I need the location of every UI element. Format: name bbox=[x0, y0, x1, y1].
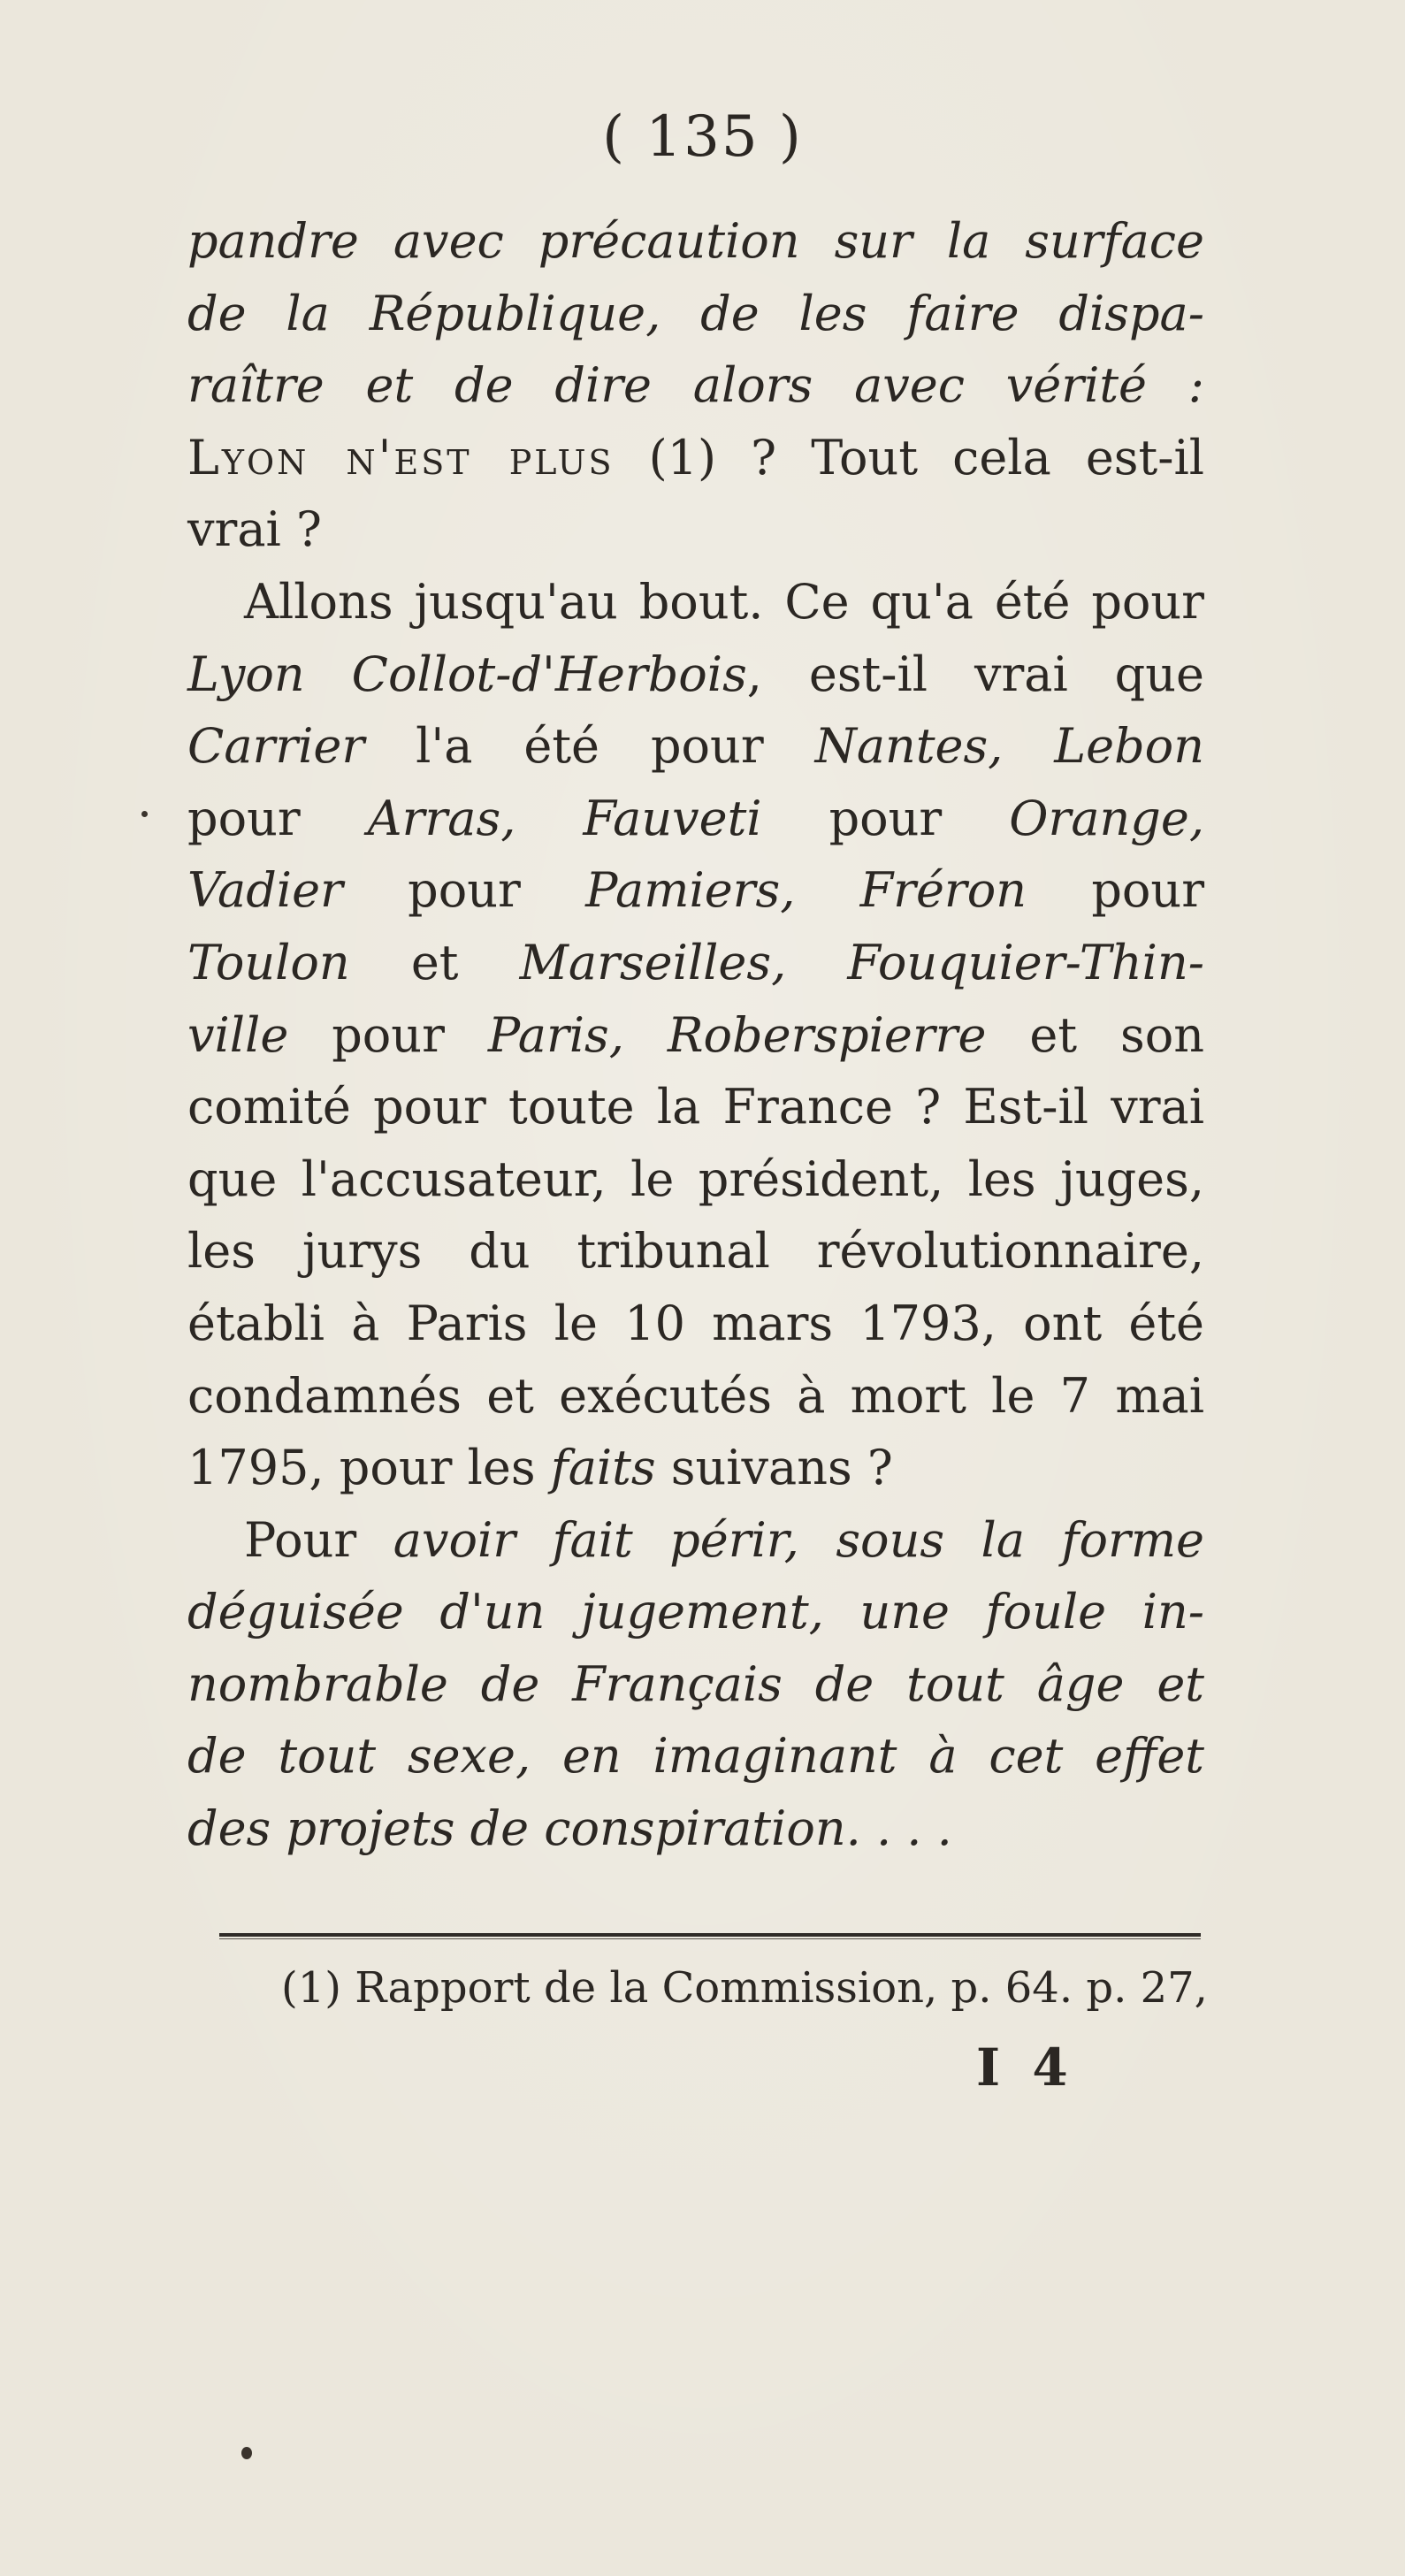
text-segment: Orange, bbox=[1009, 790, 1204, 846]
text-segment: des projets de conspiration. . . . bbox=[187, 1800, 952, 1857]
page-number: ( 135 ) bbox=[602, 104, 803, 170]
text-segment: Arras, Fauveti bbox=[367, 790, 762, 846]
text-segment: raître et de dire alors avec vérité : bbox=[187, 357, 1204, 414]
footnote-rule bbox=[219, 1933, 1201, 1937]
text-segment: établi à Paris le 10 mars 1793, ont été bbox=[187, 1295, 1204, 1351]
signature-mark: I 4 bbox=[976, 2037, 1075, 2098]
text-line bbox=[187, 1360, 1204, 1433]
ink-speck bbox=[241, 2447, 252, 2459]
text-line bbox=[187, 1648, 1204, 1721]
text-line bbox=[187, 278, 1204, 350]
text-segment: les jurys du tribunal révolutionnaire, bbox=[187, 1223, 1204, 1280]
text-segment: pour bbox=[342, 862, 586, 919]
text-segment: avoir fait périr, sous la forme bbox=[393, 1511, 1204, 1568]
text-line bbox=[187, 783, 1204, 855]
text-line bbox=[187, 1071, 1204, 1143]
text-segment: de tout sexe, en imaginant à cet effet bbox=[187, 1728, 1204, 1785]
text-line bbox=[187, 1792, 1204, 1865]
text-line bbox=[187, 205, 1204, 278]
text-line bbox=[187, 999, 1204, 1072]
text-segment: vrai ? bbox=[187, 501, 322, 558]
text-segment: Vadier bbox=[187, 862, 343, 919]
text-line bbox=[187, 710, 1204, 783]
text-line bbox=[187, 1432, 1204, 1504]
text-segment: suivans ? bbox=[655, 1440, 893, 1496]
text-segment: Nantes, Lebon bbox=[814, 718, 1204, 775]
text-segment: ville bbox=[187, 1006, 289, 1063]
text-segment: pour bbox=[187, 790, 368, 846]
text-segment: (1) ? Tout cela est-il bbox=[614, 429, 1204, 485]
text-line bbox=[187, 1720, 1204, 1792]
ink-speck bbox=[141, 811, 148, 817]
text-segment: Lyon Collot-d'Herbois bbox=[187, 646, 747, 702]
text-segment: 1795, pour les bbox=[187, 1440, 551, 1496]
text-segment: pour bbox=[288, 1006, 488, 1063]
footnote: (1) Rapport de la Commission, p. 64. p. 27, bbox=[281, 1963, 1208, 2013]
text-line bbox=[187, 493, 1204, 566]
text-line bbox=[187, 349, 1204, 422]
text-line bbox=[187, 927, 1204, 999]
text-segment: déguisée d'un jugement, une foule in- bbox=[187, 1584, 1204, 1640]
body-text bbox=[187, 205, 1204, 1865]
text-segment: comité pour toute la France ? Est-il vrai bbox=[187, 1079, 1204, 1135]
text-segment: Pour bbox=[244, 1511, 393, 1568]
text-segment: Marseilles, Fouquier-Thin- bbox=[519, 934, 1204, 990]
text-line bbox=[187, 854, 1204, 927]
text-segment: condamnés et exécutés à mort le 7 mai bbox=[187, 1367, 1204, 1424]
text-segment: nombrable de Français de tout âge et bbox=[187, 1655, 1204, 1712]
text-segment: faits bbox=[550, 1440, 656, 1496]
text-segment: pour bbox=[761, 790, 1010, 846]
text-segment: Lyon n'est plus bbox=[187, 429, 615, 485]
text-line bbox=[187, 638, 1204, 711]
text-segment: Allons jusqu'au bout. Ce qu'a été pour bbox=[244, 573, 1204, 630]
text-segment: de la République, de les faire dispa- bbox=[187, 285, 1204, 341]
text-line bbox=[187, 566, 1204, 638]
text-segment: pandre avec précaution sur la surface bbox=[187, 213, 1204, 269]
text-segment: et son bbox=[986, 1006, 1204, 1063]
text-segment: l'a été pour bbox=[364, 718, 815, 775]
text-segment: que l'accusateur, le président, les juges, bbox=[187, 1150, 1204, 1207]
text-segment: Carrier bbox=[187, 718, 365, 775]
text-line bbox=[187, 422, 1204, 494]
text-line bbox=[187, 1288, 1204, 1360]
text-segment: pour bbox=[1027, 862, 1205, 919]
text-line bbox=[187, 1576, 1204, 1648]
text-segment: et bbox=[349, 934, 520, 990]
text-segment: , est-il vrai que bbox=[746, 646, 1204, 702]
text-line bbox=[187, 1504, 1204, 1577]
text-segment: Pamiers, Fréron bbox=[585, 862, 1027, 919]
text-line bbox=[187, 1215, 1204, 1288]
text-segment: Toulon bbox=[187, 934, 350, 990]
text-line bbox=[187, 1143, 1204, 1216]
text-segment: Paris, Roberspierre bbox=[487, 1006, 987, 1063]
